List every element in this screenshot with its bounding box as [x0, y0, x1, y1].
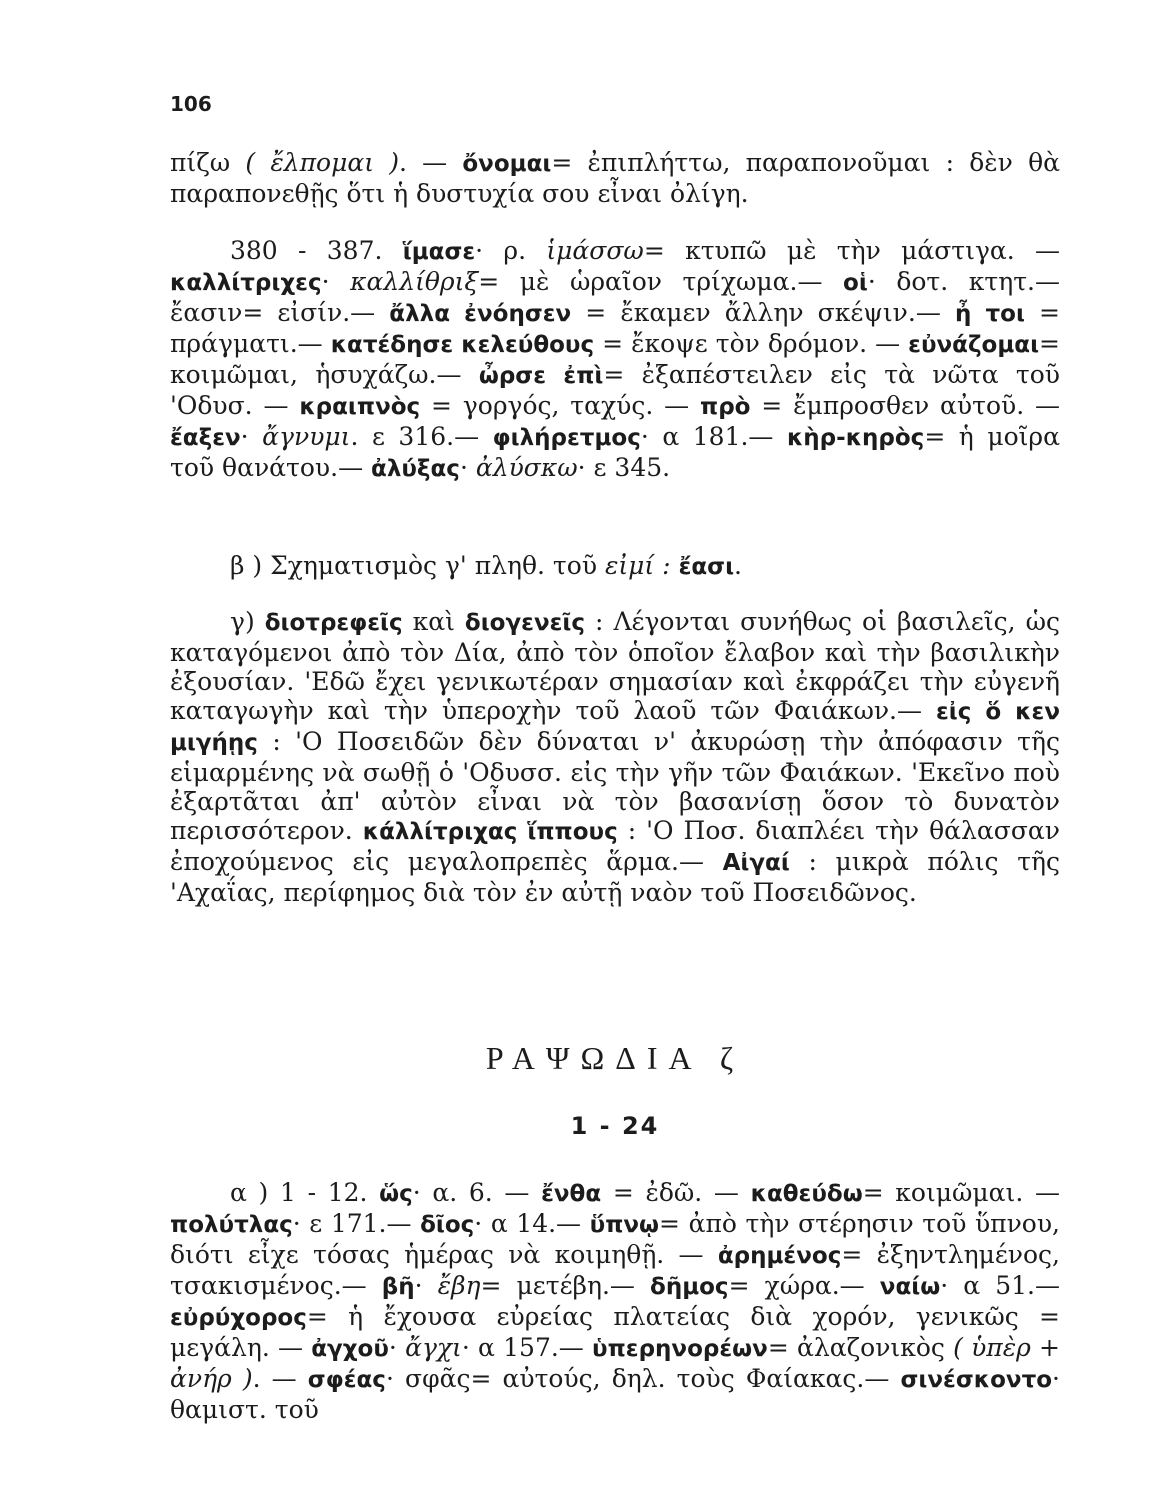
gloss-text: · δοτ. κτητ.— ἔασιν= εἰσίν.— — [170, 267, 1060, 327]
lemma-term: ἔνθα — [541, 1181, 602, 1207]
gloss-text: . — [734, 551, 742, 580]
gloss-text: = μετέβη.— — [480, 1271, 651, 1300]
gloss-text: γ) — [230, 607, 265, 636]
gloss-text: = κοιμῶμαι, ἡσυχάζω.— — [170, 329, 1060, 389]
gloss-text: : μικρὰ πόλις τῆς 'Αχαΐας, περίφημος διὰ τὸν ἐν αὐτῇ ναὸν τοῦ Ποσειδῶνος. — [170, 847, 1060, 907]
italic-form: ἄγχι — [405, 1333, 462, 1362]
gloss-text: = ἔκαμεν ἄλλην σκέψιν.— — [571, 298, 955, 327]
gloss-text: = γοργός, ταχύς. — — [420, 391, 700, 420]
italic-form: καλλίθριξ — [350, 267, 479, 296]
lemma-term: βῆ — [381, 1274, 415, 1300]
gloss-text: α ) 1 - 12. — [230, 1178, 380, 1207]
gloss-text: . ε 316.— — [350, 422, 493, 451]
lemma-term: ἔασι — [678, 554, 735, 580]
gloss-text: : 'Ο Ποσ. διαπλέει τὴν θάλασσαν ἐποχούμενος εἰς μεγαλοπρεπὲς ἅρμα.— — [170, 816, 1060, 876]
gloss-text: = ἔκοψε τὸν δρόμον. — — [594, 329, 909, 358]
gloss-text: = ἀλαζονικὸς — [767, 1333, 954, 1362]
lemma-term: ἀγχοῦ — [311, 1336, 389, 1362]
lemma-term: ὑπερηνορέων — [592, 1336, 768, 1362]
gloss-text: = ἀπὸ τὴν στέρησιν τοῦ ὕπνου, διότι εἶχε τόσας ἡμέρας νὰ κοιμηθῇ. — — [170, 1209, 1060, 1269]
lemma-term: κάλλίτριχας ἵππους — [362, 819, 618, 845]
lemma-term: καλλίτριχες — [170, 270, 322, 296]
lemma-term: ἔαξεν — [170, 425, 241, 451]
gloss-text: · α 14.— — [474, 1209, 590, 1238]
paragraph-alpha-1-12 — [170, 1178, 1060, 1424]
gloss-text: = ἡ μοῖρα τοῦ θανάτου.— — [170, 422, 1061, 482]
lemma-term: ὕπνῳ — [589, 1212, 660, 1238]
lemma-term: ὦρσε ἐπὶ — [478, 363, 604, 389]
italic-form: ἔβη — [437, 1271, 481, 1300]
lemma-term: διογενεῖς — [464, 610, 586, 636]
lemma-term: ὄνομαι — [462, 151, 552, 177]
gloss-text: · — [459, 453, 476, 482]
gloss-text: · α 181.— — [640, 422, 787, 451]
gloss-text: · θαμιστ. τοῦ — [170, 1364, 1060, 1424]
italic-form: ( ὑπὲρ + ἀνήρ ) — [170, 1333, 1061, 1393]
gloss-text: · ε 345. — [577, 453, 671, 482]
gloss-text: καὶ — [402, 607, 465, 636]
italic-form: ἄγνυμι — [262, 422, 351, 451]
lemma-term: κὴρ-κηρὸς — [786, 425, 925, 451]
lemma-term: ἄλλα ἐνόησεν — [389, 301, 572, 327]
gloss-text: = ἐξαπέστειλεν εἰς τὰ νῶτα τοῦ 'Οδυσ. — — [170, 360, 1061, 420]
lemma-term: διοτρεφεῖς — [264, 610, 403, 636]
gloss-text: = ἐπιπλήττω, παραπονοῦμαι : δὲν θὰ παραπονεθῇς ὅτι ἡ δυστυχία σου εἶναι ὀλίγη. — [170, 148, 1061, 208]
lemma-term: δῆμος — [650, 1274, 729, 1300]
lemma-term: ἀλύξας — [371, 456, 460, 482]
paragraph-onomai — [170, 148, 1060, 208]
gloss-text: · α. 6. — — [412, 1178, 542, 1207]
paragraph-380-387 — [170, 236, 1060, 484]
lemma-term: σφέας — [307, 1367, 386, 1393]
lemma-term: Αἰγαί — [722, 850, 790, 876]
gloss-text: β ) Σχηματισμὸς γ' πληθ. τοῦ — [230, 551, 605, 580]
lemma-term: ναίω — [879, 1274, 941, 1300]
gloss-text: · — [388, 1333, 406, 1362]
gloss-text: = χώρα.— — [728, 1271, 880, 1300]
lemma-term: ὥς — [379, 1181, 413, 1207]
lemma-term: εἰς ὅ κεν μιγήῃς — [170, 699, 1060, 756]
gloss-text: = πράγματι.— — [170, 298, 1060, 358]
gloss-text: = μὲ ὡραῖον τρίχωμα.— — [478, 267, 844, 296]
paragraph-beta-schematismos — [170, 551, 1060, 582]
chapter-heading: ΡΑΨΩΔΙΑ ζ — [485, 1040, 745, 1076]
gloss-text: = κτυπῶ μὲ τὴν μάστιγα. — — [643, 236, 1061, 265]
italic-form: εἰμί : — [604, 551, 671, 580]
gloss-text: · — [240, 422, 263, 451]
paragraph-gamma-diotrefeis — [170, 607, 1060, 907]
lemma-term: εὐνάζομαι — [908, 332, 1040, 358]
gloss-text: : Λέγονται συνήθως οἱ βασιλεῖς, ὡς καταγόμενοι ἀπὸ τὸν Δία, ἀπὸ τὸν ὁποῖον ἔλαβον καὶ τὴν βασιλικὴν ἐξουσίαν. 'Εδῶ ἔχει γενικωτέραν σημασίαν καὶ ἐκφράζει τὴν εὐγενῆ καταγωγὴν καὶ τὴν ὑπεροχὴν τοῦ λαοῦ τῶν Φαιάκων.— — [170, 607, 1061, 725]
gloss-text: . — — [252, 1364, 308, 1393]
lemma-term: κατέδησε κελεύθους — [330, 332, 595, 358]
gloss-text: = ἡ ἔχουσα εὐρείας πλατείας διὰ χορόν, γενικῶς = μεγάλη. — — [170, 1302, 1060, 1362]
gloss-text: · ε 171.— — [292, 1209, 421, 1238]
gloss-text — [671, 551, 679, 580]
gloss-text: = κοιμῶμαι. — — [862, 1178, 1060, 1207]
gloss-text: · — [414, 1271, 438, 1300]
lemma-term: εὐρύχορος — [170, 1305, 307, 1331]
gloss-text: = ἐξηντλημένος, τσακισμένος.— — [170, 1240, 1060, 1300]
italic-form: ἱμάσσω — [546, 236, 644, 265]
verse-range-heading: 1 - 24 — [570, 1112, 660, 1140]
gloss-text: . — — [399, 148, 463, 177]
gloss-text: πίζω — [170, 148, 246, 177]
gloss-text: · — [321, 267, 351, 296]
lemma-term: πολύτλας — [170, 1212, 293, 1238]
lemma-term: οἱ — [843, 270, 868, 296]
lemma-term: ἵμασε — [402, 239, 476, 265]
gloss-text: : 'Ο Ποσειδῶν δὲν δύναται ν' ἀκυρώσῃ τὴν ἀπόφασιν τῆς εἱμαρμένης νὰ σωθῇ ὁ 'Οδυσσ. εἰς τὴν γῆν τῶν Φαιάκων. 'Εκεῖνο ποὺ ἐξαρτᾶται ἀπ' αὐτὸν εἶναι νὰ τὸν βασανίσῃ ὅσον τὸ δυνατὸν περισσότερον. — [170, 727, 1060, 845]
gloss-text: 380 - 387. — [230, 236, 403, 265]
lemma-term: ἀρημένος — [717, 1243, 842, 1269]
lemma-term: καθεύδω — [750, 1181, 863, 1207]
italic-form: ( ἔλπομαι ) — [245, 148, 399, 177]
italic-form: ἀλύσκω — [475, 453, 578, 482]
gloss-text: = ἐδῶ. — — [601, 1178, 751, 1207]
gloss-text: · α 51.— — [940, 1271, 1060, 1300]
gloss-text: = ἔμπροσθεν αὐτοῦ. — — [750, 391, 1060, 420]
lemma-term: ἦ τοι — [954, 301, 1025, 327]
gloss-text: · ρ. — [475, 236, 547, 265]
lemma-term: δῖος — [420, 1212, 475, 1238]
gloss-text: · α 157.— — [461, 1333, 593, 1362]
gloss-text: · σφᾶς= αὐτούς, δηλ. τοὺς Φαίακας.— — [385, 1364, 901, 1393]
lemma-term: κραιπνὸς — [299, 394, 421, 420]
lemma-term: πρὸ — [700, 394, 751, 420]
page-number: 106 — [170, 92, 212, 116]
lemma-term: σινέσκοντο — [900, 1367, 1053, 1393]
lemma-term: φιλήρετμος — [492, 425, 641, 451]
